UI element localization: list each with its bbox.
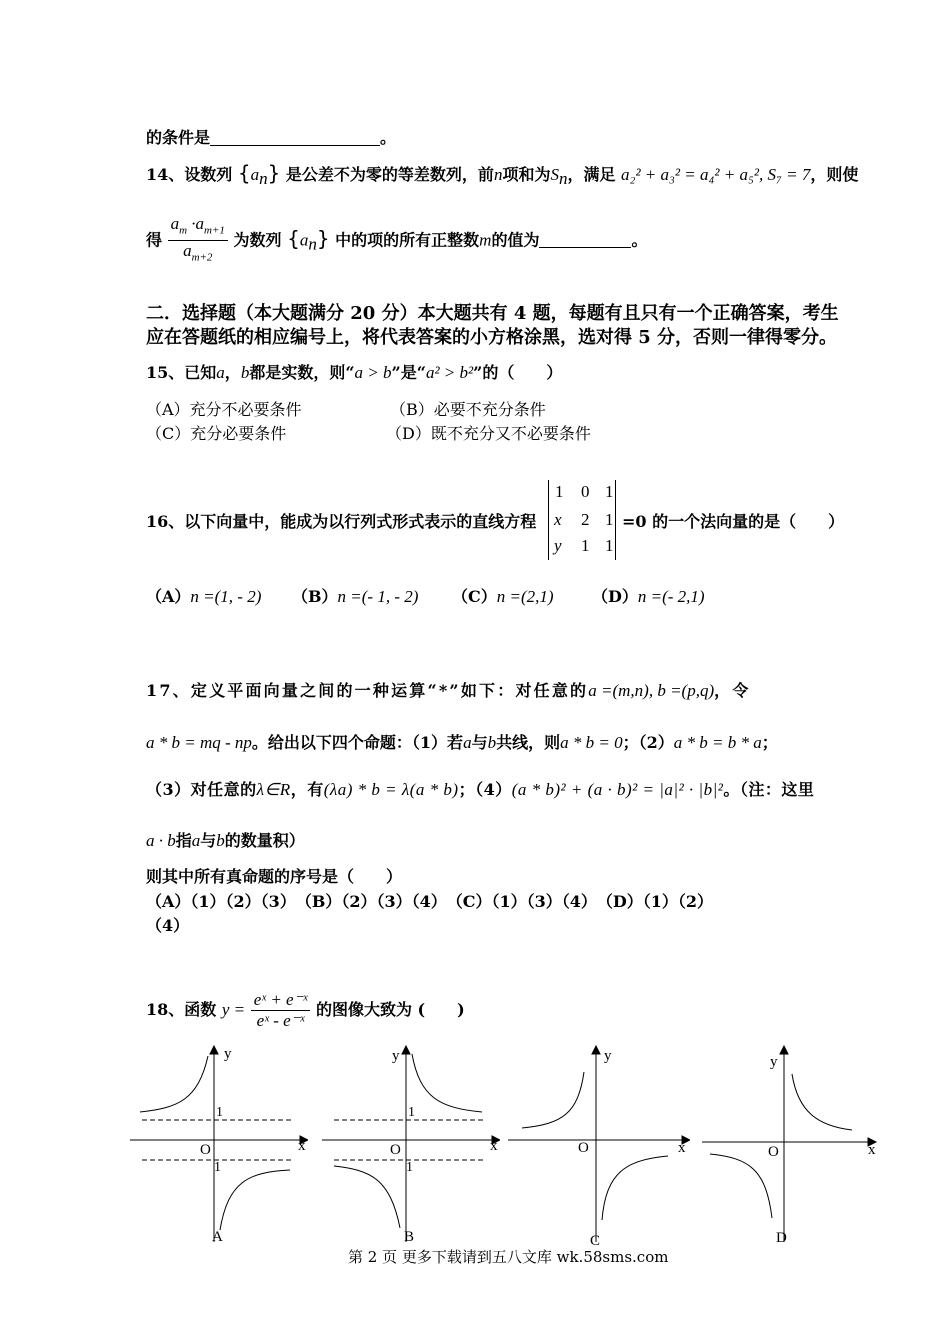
page-footer: 第 2 页 更多下载请到五八文库 wk.58sms.com xyxy=(348,1248,669,1266)
x-label: x xyxy=(490,1138,498,1154)
q15-option-d[interactable]: （D）既不充分又不必要条件 xyxy=(386,424,591,443)
q15-rel2: a² > b² xyxy=(425,363,474,382)
q18-stem xyxy=(146,990,465,1031)
q16-stem-part1 xyxy=(146,511,536,533)
q17-line4 xyxy=(146,830,305,852)
q16-option-c-label: （C） xyxy=(452,587,497,606)
det-cell: 1 xyxy=(555,482,564,501)
q15-option-c[interactable]: （C）充分必要条件 xyxy=(146,424,287,443)
curve-right xyxy=(220,1170,290,1230)
q13-tail-line xyxy=(146,127,396,149)
q17-line2-text3: 共线，则 xyxy=(496,733,561,752)
q14-text4: ，满足 xyxy=(567,165,616,184)
curve-left xyxy=(522,1072,584,1128)
q15-text5: ”的（ ） xyxy=(473,363,563,382)
one-label: 1 xyxy=(216,1105,223,1120)
q14-sn-sub: n xyxy=(558,169,568,189)
curve-left xyxy=(710,1154,772,1218)
q17-line5: 则其中所有真命题的序号是（ ） xyxy=(146,867,403,886)
q15-b: b xyxy=(240,363,250,382)
q14-m: m xyxy=(479,230,492,250)
section2-line2: 应在答题纸的相应编号上，将代表答案的小方格涂黑，选对得 5 分，否则一律得零分。 xyxy=(146,327,838,348)
q18-y: y = xyxy=(221,1000,246,1019)
det-cell: 0 xyxy=(581,482,590,501)
q15-number: 15、 xyxy=(146,363,185,382)
q17-prop3: (λa) * b = λ(a * b) xyxy=(323,780,459,799)
q17-line2-text5: ； xyxy=(761,733,778,752)
q14-text9: 的值为 xyxy=(491,230,540,250)
origin-label: O xyxy=(578,1140,589,1156)
q17-line3-text4: 。（注：这里 xyxy=(723,780,815,799)
q17-line2-text2: 与 xyxy=(471,733,488,752)
q17-line4-text1: 指 xyxy=(175,831,192,850)
q14-text1: 设数列 xyxy=(184,165,233,184)
q14-an2-sub: n xyxy=(308,234,317,254)
q17-line3-text2: ，有 xyxy=(290,780,324,799)
q17-line1-end: ，令 xyxy=(714,681,751,700)
q15-text4: ”是“ xyxy=(391,363,426,382)
q17-line3-text1: （3）对任意的 xyxy=(146,780,257,799)
right-brace-icon: } xyxy=(267,161,281,185)
q14-number: 14、 xyxy=(146,165,185,184)
y-label: y xyxy=(770,1054,778,1070)
q14-text6: 得 xyxy=(146,230,163,250)
q17-lambda: λ∈R xyxy=(256,780,291,799)
q17-line4-text2: 与 xyxy=(200,831,217,850)
q18-text1: 函数 xyxy=(184,1000,217,1019)
q17-line2 xyxy=(146,732,778,754)
curve-right xyxy=(602,1156,668,1220)
q16-option-b-value: n =(- 1, - 2) xyxy=(337,587,419,606)
q18-text2: 的图像大致为 xyxy=(315,1000,412,1019)
q14-condition: a₂² + a₃² = a₄² + a₅², S₇ = 7 xyxy=(621,165,811,184)
q16-stem-part2: =0 的一个法向量的是（ ） xyxy=(622,512,845,531)
q17-line1-math: a =(m,n), b =(p,q) xyxy=(588,681,715,700)
q17-options-tail: （4） xyxy=(146,916,190,935)
origin-label: O xyxy=(200,1142,211,1158)
q14-an: a xyxy=(250,165,260,184)
q17-dot: a · b xyxy=(146,831,176,850)
origin-label: O xyxy=(390,1142,401,1158)
graph-d[interactable] xyxy=(700,1042,886,1252)
q14-sn: S xyxy=(550,165,559,184)
graph-label-d: D xyxy=(776,1230,787,1246)
q14-frac-num: $a_m \cdot a_{m+1}$ xyxy=(168,214,228,241)
q14-n: n xyxy=(493,165,503,184)
det-cell: 1 xyxy=(605,510,614,529)
q17-options[interactable]: （A）（1）（2）（3） （B）（2）（3）（4） （C）（1）（3）（4） （D）（1）（2） xyxy=(146,892,714,911)
q18-frac-num: eˣ + e⁻ˣ xyxy=(251,990,311,1011)
q16-option-a-value: n =(1, - 2) xyxy=(190,587,262,606)
graph-label-c: C xyxy=(590,1233,601,1249)
q14-line2 xyxy=(146,214,647,268)
q15-option-b[interactable]: （B）必要不充分条件 xyxy=(390,400,546,419)
one-label: 1 xyxy=(408,1105,415,1120)
q15-rel1: a > b xyxy=(354,363,392,382)
q16-number: 16、 xyxy=(146,512,185,531)
curve-right xyxy=(412,1054,482,1112)
q13-tail-text: 的条件是 xyxy=(146,128,211,147)
q14-text5: ，则使 xyxy=(810,165,859,184)
graph-label-b: B xyxy=(404,1229,415,1245)
q18-fraction xyxy=(251,990,311,1031)
q17-prop1: a * b = 0 xyxy=(560,733,623,752)
q17-line1-text: 17、定义平面向量之间的一种运算“*”如下：对任意的 xyxy=(146,681,589,700)
left-brace-icon: { xyxy=(287,226,300,251)
graph-a[interactable] xyxy=(128,1042,308,1252)
origin-label: O xyxy=(768,1144,779,1160)
q14-line1 xyxy=(146,162,858,190)
q17-line2-text4: ；（2） xyxy=(622,733,674,752)
q15-text3: 都是实数，则“ xyxy=(249,363,355,382)
graph-b[interactable] xyxy=(320,1042,500,1252)
q16-text1: 以下向量中，能成为以行列式形式表示的直线方程 xyxy=(184,512,537,531)
q14-answer-blank xyxy=(539,231,631,248)
q14-an2: a xyxy=(299,230,309,250)
q16-option-d-value: n =(- 2,1) xyxy=(637,587,705,606)
q16-option-d[interactable] xyxy=(592,587,705,607)
q17-line1 xyxy=(146,680,751,702)
graph-label-a: A xyxy=(212,1229,223,1245)
det-cell: 1 xyxy=(605,536,614,555)
q16-option-c-value: n =(2,1) xyxy=(496,587,554,606)
q14-text10: 。 xyxy=(631,230,648,250)
q14-fraction xyxy=(168,214,228,268)
det-cell: 1 xyxy=(605,482,614,501)
det-cell: 2 xyxy=(581,510,590,529)
y-label: y xyxy=(392,1048,400,1064)
q17-b2: b xyxy=(216,831,225,850)
q16-option-d-label: （D） xyxy=(592,587,638,606)
neg-one-label: 1 xyxy=(406,1160,413,1175)
det-cell: y xyxy=(554,536,562,555)
q16-option-a[interactable] xyxy=(146,587,261,607)
q17-b: b xyxy=(487,733,497,752)
curve-left xyxy=(140,1056,208,1112)
q17-line3-text3: ；（4） xyxy=(458,780,512,799)
q18-frac-den: eˣ - e⁻ˣ xyxy=(256,1011,305,1030)
q14-text2: 是公差不为零的等差数列，前 xyxy=(285,165,494,184)
q15-text1: 已知 xyxy=(184,363,217,382)
x-label: x xyxy=(678,1140,686,1156)
q14-text8: 中的项的所有正整数 xyxy=(335,230,480,250)
det-cell: x xyxy=(554,510,562,529)
y-label: y xyxy=(604,1048,612,1064)
det-cell: 1 xyxy=(581,536,590,555)
q16-determinant xyxy=(548,480,616,560)
q14-text3: 项和为 xyxy=(502,165,551,184)
q17-line2-text1: 。给出以下四个命题：（1）若 xyxy=(251,733,464,752)
neg-one-label: 1 xyxy=(214,1160,221,1175)
q16-option-b-label: （B） xyxy=(292,587,338,606)
q16-option-c[interactable] xyxy=(452,587,554,607)
q17-line3 xyxy=(146,779,814,801)
q15-a: a xyxy=(216,363,225,382)
curve-left xyxy=(334,1166,400,1228)
right-brace-icon: } xyxy=(316,226,330,251)
q15-option-a[interactable]: （A）充分不必要条件 xyxy=(146,400,302,419)
q14-text7: 为数列 xyxy=(233,230,282,250)
q17-a: a xyxy=(463,733,472,752)
q14-an-sub: n xyxy=(259,169,268,189)
q14-frac-den: $a_{m+2}$ xyxy=(183,241,213,264)
q15-stem xyxy=(146,362,562,384)
q13-answer-blank xyxy=(210,129,380,146)
q17-def: a * b = mq - np xyxy=(146,733,252,752)
q17-prop2: a * b = b * a xyxy=(673,733,762,752)
q18-number: 18、 xyxy=(146,1000,185,1019)
curve-right xyxy=(792,1074,852,1130)
q17-line4-text3: 的数量积） xyxy=(224,831,305,850)
q17-prop4: (a * b)² + (a · b)² = |a|² · |b|² xyxy=(511,780,724,799)
y-label: y xyxy=(224,1046,232,1062)
left-brace-icon: { xyxy=(237,161,251,185)
q13-end: 。 xyxy=(380,128,397,147)
q18-paren: ( ) xyxy=(417,1000,465,1019)
q16-option-a-label: （A） xyxy=(146,587,191,606)
section2-line1: 二．选择题（本大题满分 20 分）本大题共有 4 题，每题有且只有一个正确答案，考生 xyxy=(146,303,839,324)
x-label: x xyxy=(298,1138,306,1154)
graph-c[interactable] xyxy=(506,1042,690,1252)
q17-a2: a xyxy=(191,831,201,850)
q16-option-b[interactable] xyxy=(292,587,418,607)
x-label: x xyxy=(868,1142,876,1158)
q15-text2: ， xyxy=(224,363,241,382)
